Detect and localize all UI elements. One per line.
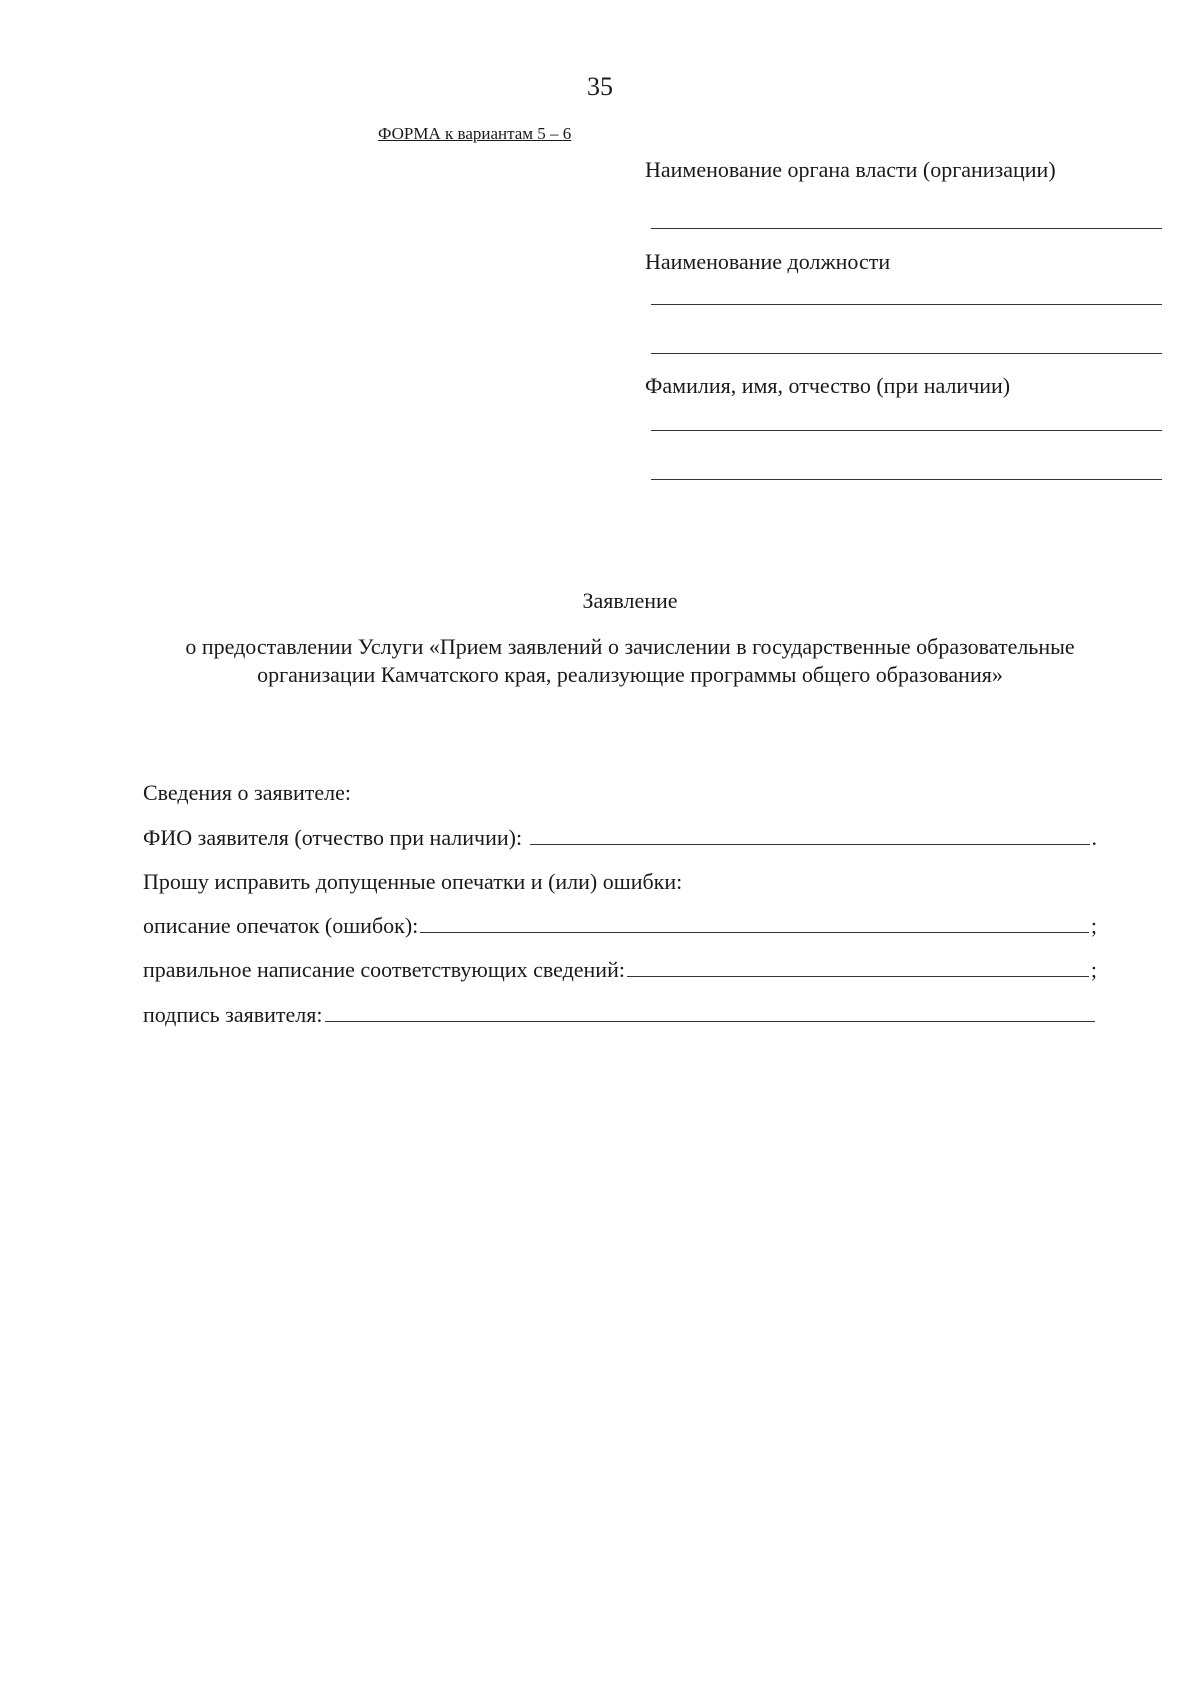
- applicant-name-field[interactable]: [143, 824, 1097, 852]
- applicant-name-blank[interactable]: [530, 824, 1089, 845]
- form-label: ФОРМА к вариантам 5 – 6: [378, 124, 572, 143]
- applicant-name-end: .: [1091, 825, 1097, 850]
- signature-blank[interactable]: [325, 1001, 1095, 1022]
- applicant-name-label: ФИО заявителя (отчество при наличии):: [143, 825, 523, 850]
- page-number: 35: [587, 72, 613, 101]
- full-name-line-1[interactable]: [651, 430, 1162, 431]
- statement-subtitle: о предоставлении Услуги «Прием заявлений о зачислении в государственные образовательные организации Камчатского края, реализующие программы общего образования»: [185, 634, 1075, 687]
- correct-label: правильное написание соответствующих сведений:: [143, 957, 625, 982]
- typo-field[interactable]: [143, 912, 1097, 940]
- full-name-line-2[interactable]: [651, 479, 1162, 480]
- statement-title: Заявление: [582, 588, 678, 613]
- applicant-section-label: Сведения о заявителе:: [143, 780, 352, 805]
- position-line-2[interactable]: [651, 353, 1162, 354]
- correct-blank[interactable]: [627, 956, 1089, 977]
- correct-field[interactable]: [143, 956, 1097, 984]
- typo-label: описание опечаток (ошибок):: [143, 913, 419, 938]
- request-text: Прошу исправить допущенные опечатки и (или) ошибки:: [143, 869, 683, 894]
- signature-label: подпись заявителя:: [143, 1002, 323, 1027]
- authority-label: Наименование органа власти (организации): [645, 157, 1056, 182]
- position-line-1[interactable]: [651, 304, 1162, 305]
- signature-field[interactable]: [143, 1001, 1097, 1029]
- full-name-label: Фамилия, имя, отчество (при наличии): [645, 373, 1011, 398]
- typo-end: ;: [1090, 913, 1097, 938]
- typo-blank[interactable]: [420, 912, 1089, 933]
- authority-line[interactable]: [651, 228, 1162, 229]
- correct-end: ;: [1090, 957, 1097, 982]
- position-label: Наименование должности: [645, 249, 891, 274]
